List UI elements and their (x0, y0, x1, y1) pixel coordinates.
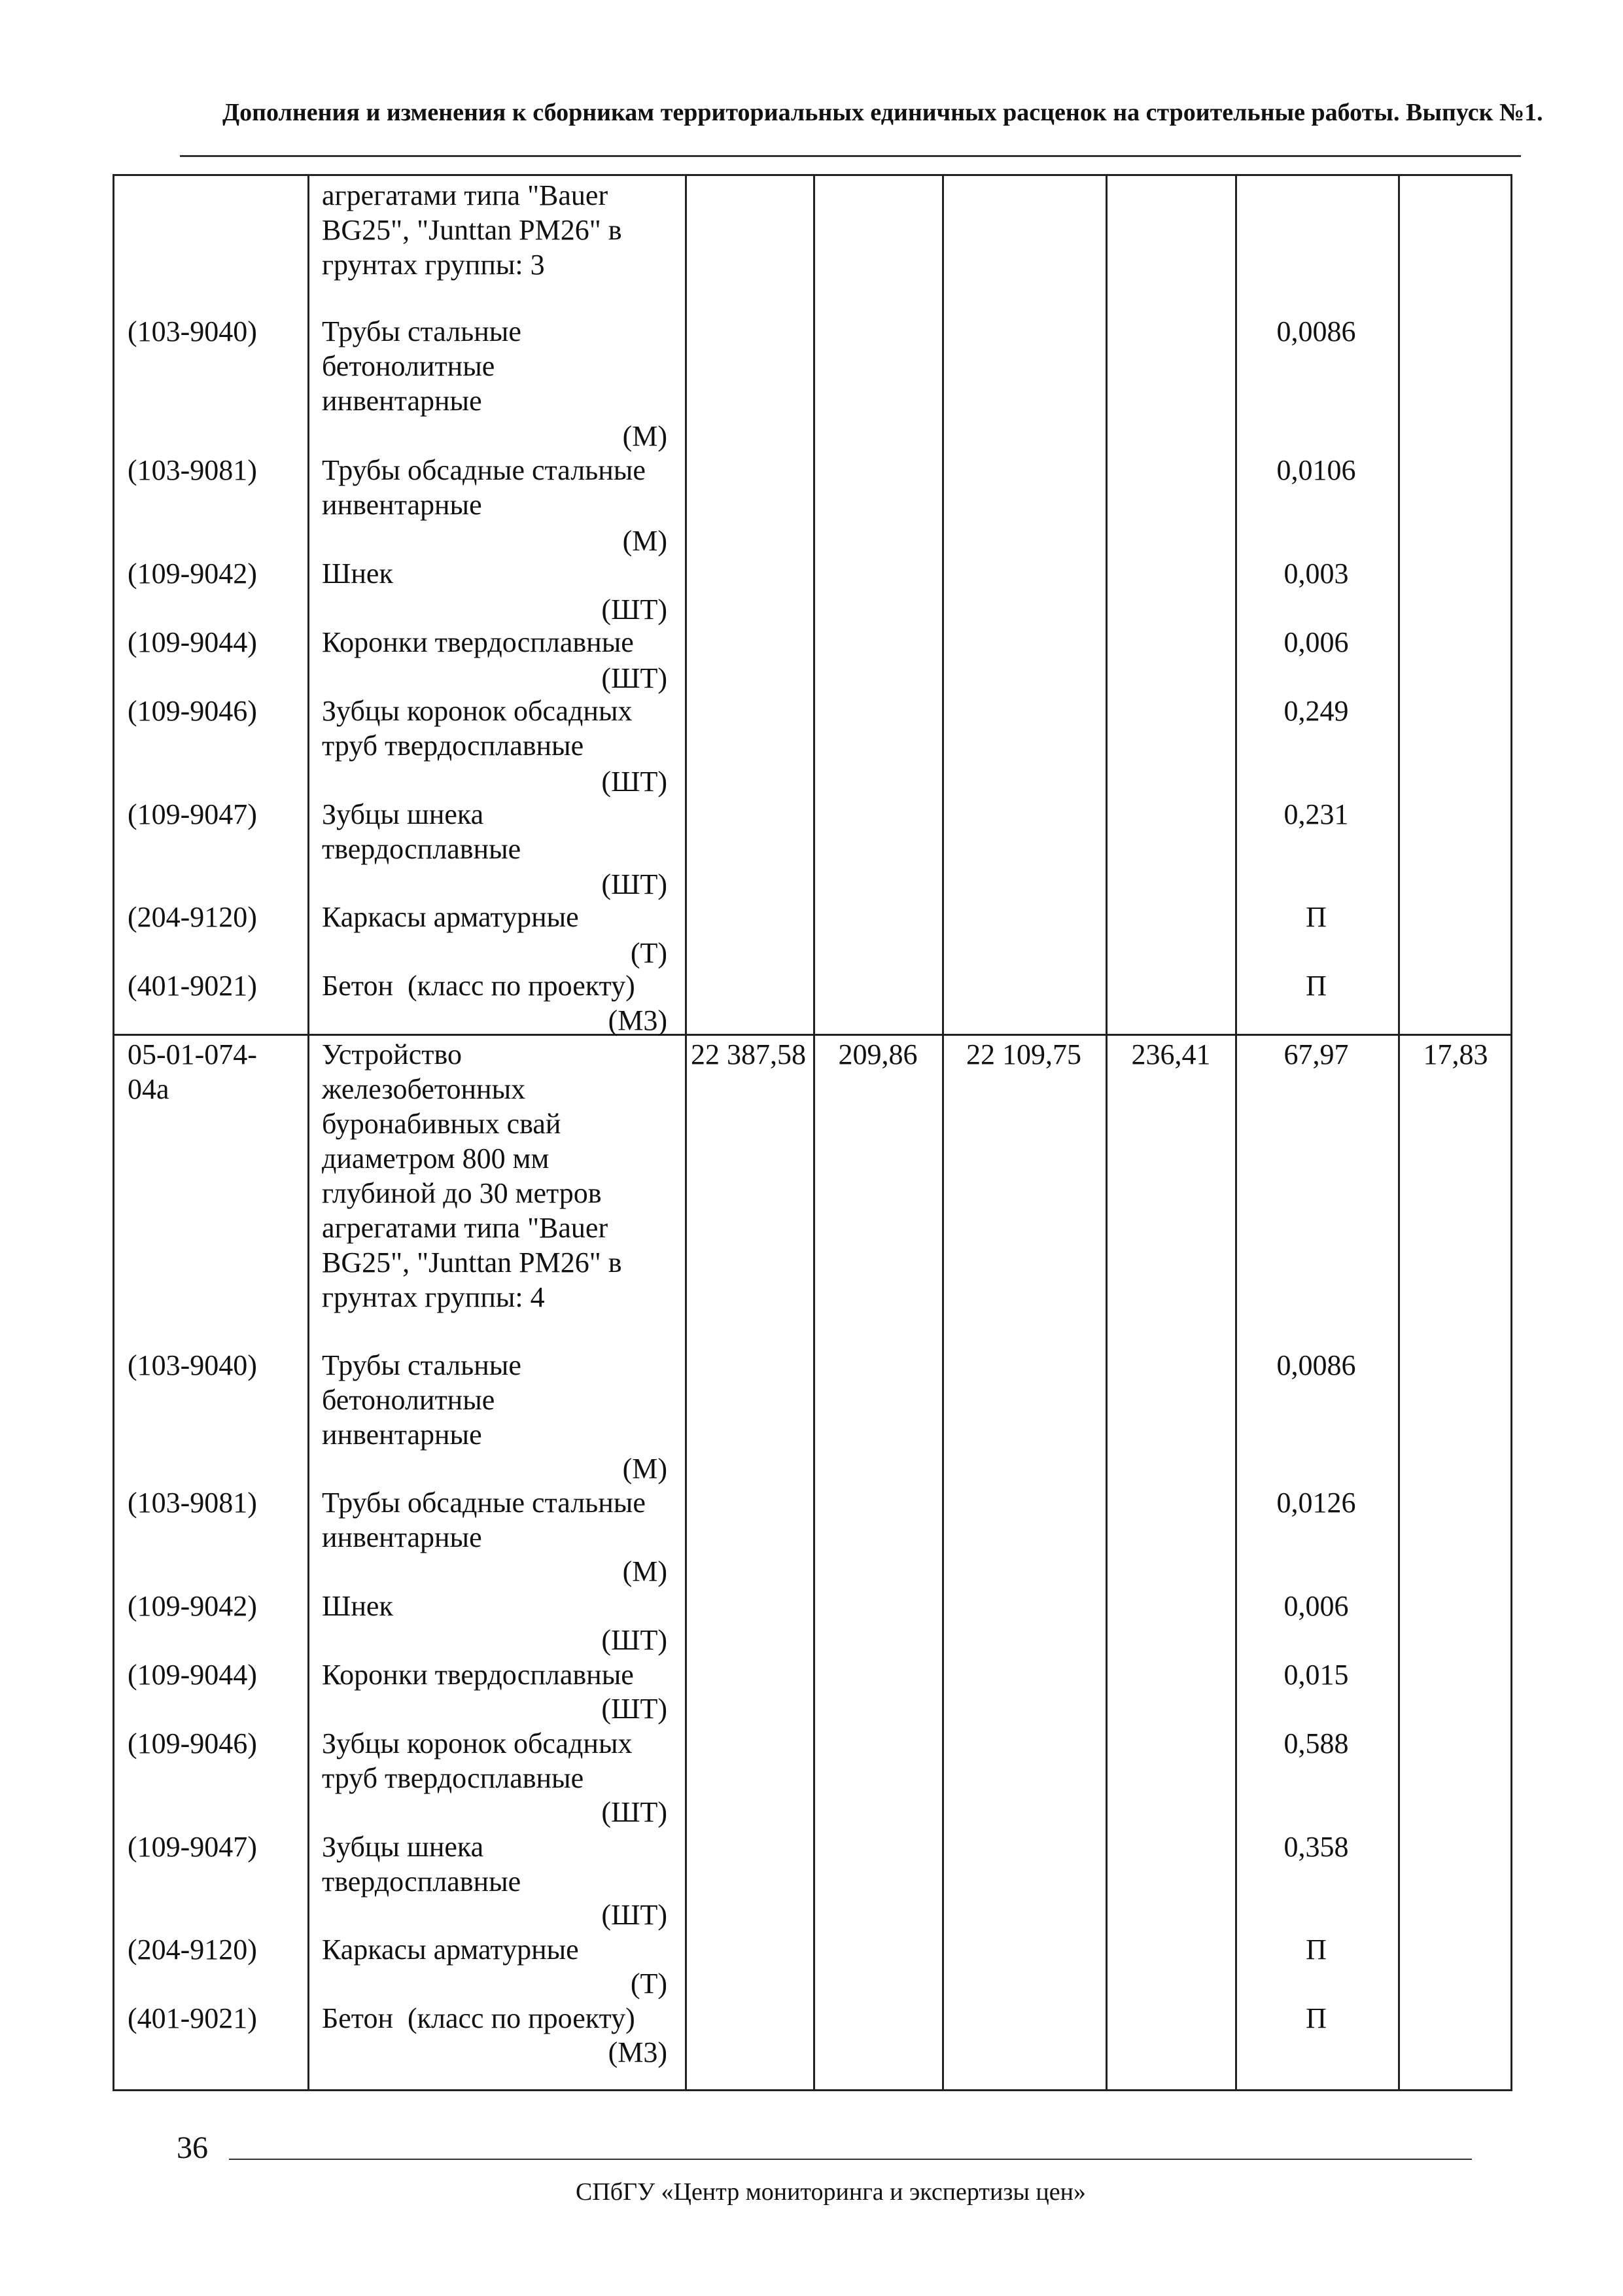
row-description: Зубцы шнека твердосплавные (322, 1831, 521, 1898)
row-value-col-5: 0,015 (1283, 1659, 1349, 1691)
row-value-col-5: П (1306, 1934, 1327, 1966)
row-code: (109-9044) (128, 626, 257, 658)
row-unit: (ШТ) (601, 1624, 667, 1656)
row-value-col-5: 0,006 (1283, 1590, 1349, 1622)
row-unit: (ШТ) (601, 1693, 667, 1725)
row-value-col-5: 0,231 (1283, 798, 1349, 830)
row-unit: (М) (622, 1555, 667, 1587)
row-value-col-3: 22 109,75 (966, 1038, 1081, 1070)
row-description: Трубы стальные бетонолитные инвентарные (322, 315, 521, 417)
footer-publisher: СПбГУ «Центр мониторинга и экспертизы цен» (576, 2178, 1086, 2206)
row-description: Зубцы коронок обсадных труб твердосплавные (322, 1727, 633, 1794)
row-description: Коронки твердосплавные (322, 626, 634, 658)
row-description: Трубы обсадные стальные инвентарные (322, 1487, 646, 1553)
row-code: (109-9046) (128, 1727, 257, 1759)
row-description: Бетон (класс по проекту) (322, 970, 635, 1002)
row-unit: (Т) (630, 1968, 667, 2000)
row-code: (103-9081) (128, 454, 257, 486)
row-code: (109-9047) (128, 798, 257, 830)
row-unit: (М) (622, 525, 667, 557)
row-unit: (М3) (608, 2036, 667, 2068)
row-description: Устройство железобетонных буронабивных свай диаметром 800 мм глубиной до 30 метров агрегатами типа "Bauer BG25", "Junttan PM26" в грунтах группы: 4 (322, 1038, 622, 1313)
row-description: агрегатами типа "Bauer BG25", "Junttan PM26" в грунтах группы: 3 (322, 179, 622, 281)
row-unit: (ШТ) (601, 766, 667, 798)
row-code: (204-9120) (128, 1934, 257, 1966)
row-code: (103-9081) (128, 1487, 257, 1519)
row-description: Шнек (322, 1590, 393, 1622)
header-divider (180, 155, 1521, 157)
row-description: Трубы стальные бетонолитные инвентарные (322, 1349, 521, 1451)
row-value-col-6: 17,83 (1423, 1038, 1488, 1070)
table-column-divider (813, 174, 815, 2091)
footer-divider (229, 2159, 1472, 2160)
row-code: (109-9044) (128, 1659, 257, 1691)
row-code: (401-9021) (128, 970, 257, 1002)
page-header-title: Дополнения и изменения к сборникам территориальных единичных расценок на строительные работы. Выпуск №1. (222, 99, 1543, 126)
row-code: 05-01-074- 04а (128, 1038, 257, 1105)
row-description: Бетон (класс по проекту) (322, 2002, 635, 2034)
row-value-col-2: 209,86 (838, 1038, 918, 1070)
row-value-col-5: 0,358 (1283, 1831, 1349, 1863)
table-column-divider (685, 174, 687, 2091)
row-value-col-5: П (1306, 2002, 1327, 2034)
row-value-col-5: 0,0086 (1276, 1349, 1356, 1381)
page-number: 36 (177, 2130, 208, 2165)
row-value-col-5: 0,003 (1283, 557, 1349, 590)
row-code: (109-9047) (128, 1831, 257, 1863)
row-code: (401-9021) (128, 2002, 257, 2034)
row-description: Каркасы арматурные (322, 901, 579, 933)
row-value-col-1: 22 387,58 (691, 1038, 806, 1070)
row-unit: (ШТ) (601, 1796, 667, 1828)
row-description: Каркасы арматурные (322, 1934, 579, 1966)
row-code: (109-9042) (128, 1590, 257, 1622)
row-value-col-5: 0,006 (1283, 626, 1349, 658)
table-column-divider (1106, 174, 1108, 2091)
row-value-col-4: 236,41 (1131, 1038, 1211, 1070)
row-value-col-5: 0,588 (1283, 1727, 1349, 1759)
row-code: (109-9042) (128, 557, 257, 590)
row-unit: (ШТ) (601, 662, 667, 694)
row-description: Зубцы шнека твердосплавные (322, 798, 521, 865)
row-value-col-5: 0,0086 (1276, 315, 1356, 347)
row-unit: (М) (622, 1453, 667, 1485)
table-column-divider (1235, 174, 1237, 2091)
row-code: (204-9120) (128, 901, 257, 933)
row-value-col-5: П (1306, 970, 1327, 1002)
row-description: Шнек (322, 557, 393, 590)
row-value-col-5: 0,0106 (1276, 454, 1356, 486)
row-description: Трубы обсадные стальные инвентарные (322, 454, 646, 521)
table-column-divider (1398, 174, 1400, 2091)
row-unit: (Т) (630, 937, 667, 969)
row-unit: (ШТ) (601, 1899, 667, 1931)
row-value-col-5: 67,97 (1283, 1038, 1349, 1070)
row-code: (109-9046) (128, 695, 257, 727)
row-value-col-5: 0,0126 (1276, 1487, 1356, 1519)
row-value-col-5: П (1306, 901, 1327, 933)
row-description: Зубцы коронок обсадных труб твердосплавные (322, 695, 633, 762)
table-column-divider (942, 174, 944, 2091)
row-value-col-5: 0,249 (1283, 695, 1349, 727)
row-unit: (М) (622, 420, 667, 452)
row-description: Коронки твердосплавные (322, 1659, 634, 1691)
row-code: (103-9040) (128, 315, 257, 347)
row-unit: (ШТ) (601, 868, 667, 900)
row-unit: (ШТ) (601, 593, 667, 626)
row-code: (103-9040) (128, 1349, 257, 1381)
row-unit: (М3) (608, 1004, 667, 1036)
